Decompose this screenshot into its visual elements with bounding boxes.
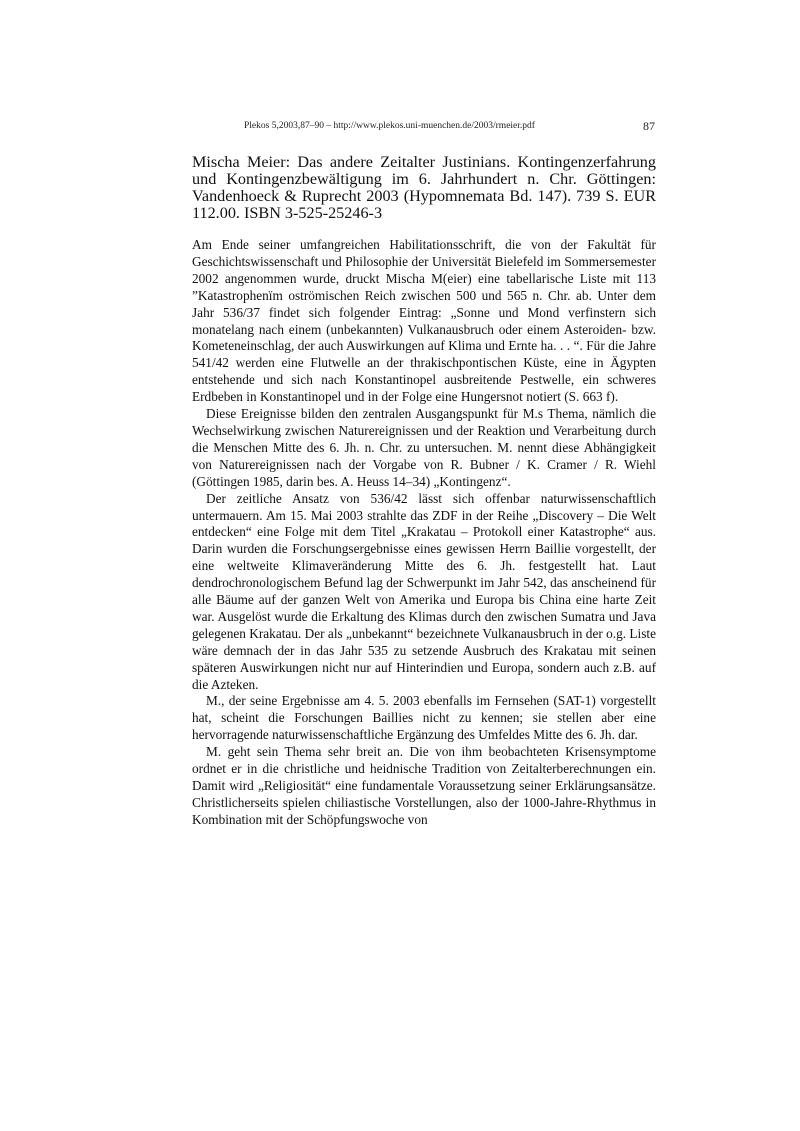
review-body (192, 237, 656, 829)
page-number: 87 (643, 119, 655, 133)
header-source-line: Plekos 5,2003,87–90 – http://www.plekos.uni-muenchen.de/2003/rmeier.pdf (244, 121, 535, 131)
paragraph: M., der seine Ergebnisse am 4. 5. 2003 ebenfalls im Fernsehen (SAT-1) vorgestellt hat, scheint die Forschungen Baillies nicht zu kennen; sie stellen aber eine hervorragende naturwissenschaftliche Ergänzung des Umfeldes Mitte des 6. Jh. dar. (192, 693, 656, 743)
paragraph: M. geht sein Thema sehr breit an. Die von ihm beobachteten Krisensymptome ordnet er in die christliche und heidnische Tradition von Zeitalterberechnungen ein. Damit wird „Religiosität“ eine fundamentale Voraussetzung seiner Erklärungsansätze. Christlicherseits spielen chiliastische Vorstellungen, also der 1000-Jahre-Rhythmus in Kombination mit der Schöpfungswoche von (192, 744, 656, 827)
review-title: Mischa Meier: Das andere Zeitalter Justinians. Kontingenzerfahrung und Kontingenzbewältigung im 6. Jahrhundert n. Chr. Göttingen: Vandenhoeck & Ruprecht 2003 (Hypomnemata Bd. 147). 739 S. EUR 112.00. ISBN 3-525-25246-3 (192, 153, 656, 222)
paragraph: Diese Ereignisse bilden den zentralen Ausgangspunkt für M.s Thema, nämlich die Wechselwirkung zwischen Naturereignissen und der Reaktion und Verarbeitung durch die Menschen Mitte des 6. Jh. n. Chr. zu untersuchen. M. nennt diese Abhängigkeit von Naturereignissen nach der Vorgabe von R. Bubner / K. Cramer / R. Wiehl (Göttingen 1985, darin bes. A. Heuss 14–34) „Kontingenz“. (192, 406, 656, 489)
paragraph: Der zeitliche Ansatz von 536/42 lässt sich offenbar naturwissenschaftlich untermauern. Am 15. Mai 2003 strahlte das ZDF in der Reihe „Discovery – Die Welt entdecken“ eine Folge mit dem Titel „Krakatau – Protokoll einer Katastrophe“ aus. Darin wurden die Forschungsergebnisse eines gewissen Herrn Baillie vorgestellt, der eine weltweite Klimaveränderung Mitte des 6. Jh. festgestellt hat. Laut dendrochronologischem Befund lag der Schwerpunkt im Jahr 542, das anscheinend für alle Bäume auf der ganzen Welt von Amerika und Europa bis China eine harte Zeit war. Ausgelöst wurde die Erkaltung des Klimas durch den zwischen Sumatra und Java gelegenen Krakatau. Der als „unbekannt“ bezeichnete Vulkanausbruch in der o.g. Liste wäre demnach der in das Jahr 535 zu setzende Ausbruch des Krakatau mit seinen späteren Auswirkungen nicht nur auf Hinterindien und Europa, sondern auch z.B. auf die Azteken. (192, 490, 656, 692)
running-header (244, 121, 655, 131)
paragraph: Am Ende seiner umfangreichen Habilitationsschrift, die von der Fakultät für Geschichtswissenschaft und Philosophie der Universität Bielefeld im Sommersemester 2002 angenommen wurde, druckt Mischa M(eier) eine tabellarische Liste mit 113 ”Katastrophenïm oströmischen Reich zwischen 500 und 565 n. Chr. ab. Unter dem Jahr 536/37 findet sich folgender Eintrag: „Sonne und Mond verfinstern sich monatelang nach einem (unbekannten) Vulkanausbruch oder einem Asteroiden- bzw. Kometeneinschlag, der auch Auswirkungen auf Klima und Ernte ha. . . “. Für die Jahre 541/42 werden eine Flutwelle an der thrakischpontischen Küste, eine in Ägypten entstehende und sich nach Konstantinopel ausbreitende Pestwelle, ein schweres Erdbeben in Konstantinopel und in der Folge eine Hungersnot notiert (S. 663 f). (192, 237, 656, 405)
